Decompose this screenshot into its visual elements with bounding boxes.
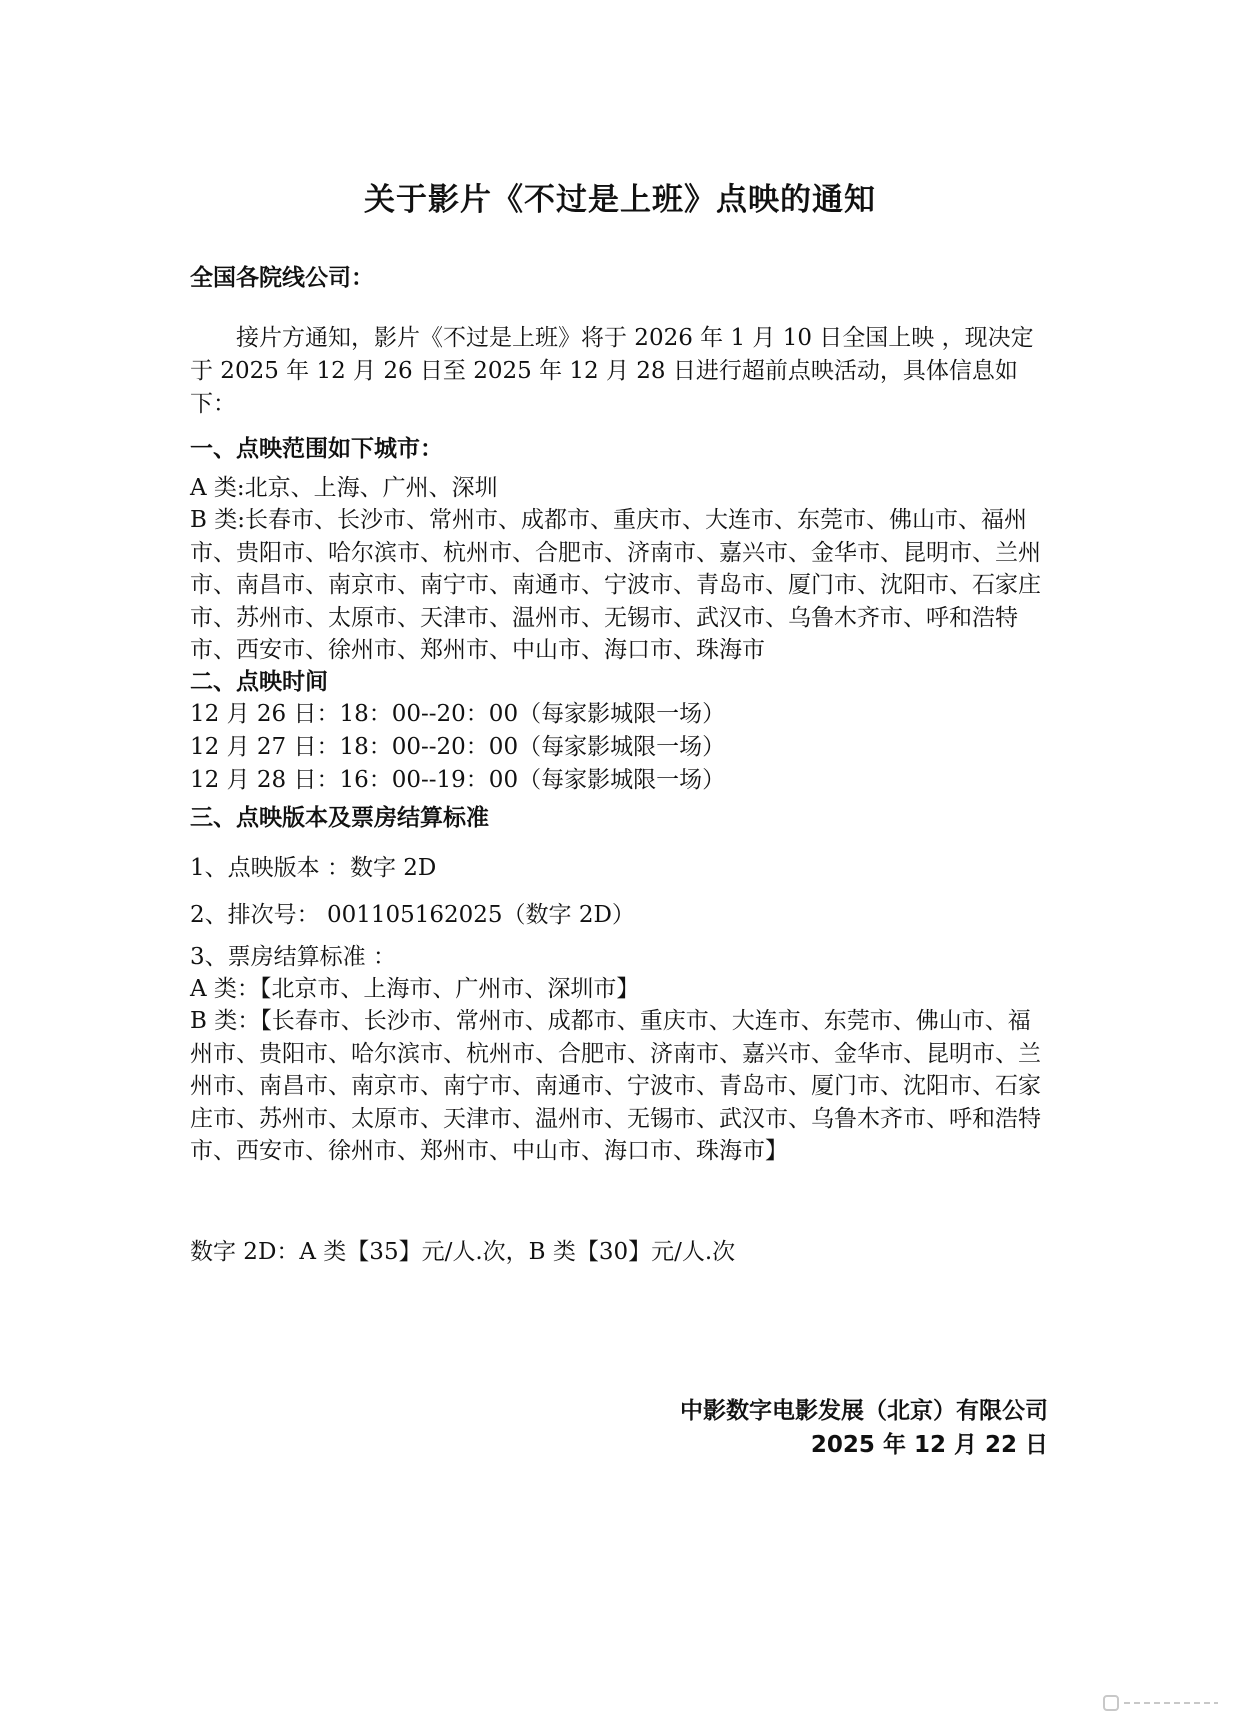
- section1-class-b: B 类:长春市、长沙市、常州市、成都市、重庆市、大连市、东莞市、佛山市、福州市、贵阳市、哈尔滨市、杭州市、合肥市、济南市、嘉兴市、金华市、昆明市、兰州市、南昌市、南京市、南宁市、南通市、宁波市、青岛市、厦门市、沈阳市、石家庄市、苏州市、太原市、天津市、温州市、无锡市、武汉市、乌鲁木齐市、呼和浩特市、西安市、徐州市、郑州市、中山市、海口市、珠海市: [190, 507, 1041, 663]
- screening-version: 1、点映版本 ：数字 2D: [190, 855, 437, 881]
- section1-class-a: A 类:北京、上海、广州、深圳: [190, 475, 498, 501]
- section2-heading: 二、点映时间: [190, 669, 328, 695]
- intro-paragraph: 接片方通知，影片《不过是上班》将于 2026 年 1 月 10 日全国上映 ，现决定于 2025 年 12 月 26 日至 2025 年 12 月 28 日进行超前点映活动，具体信息如下：: [190, 325, 1034, 417]
- price-line: 数字 2D：A 类【35】元/人.次，B 类【30】元/人.次: [190, 1239, 736, 1265]
- signature-company: 中影数字电影发展（北京）有限公司: [680, 1398, 1048, 1424]
- section1-heading: 一、点映范围如下城市：: [190, 436, 443, 462]
- serial-number: 2、排次号： 001105162025（数字 2D）: [190, 902, 635, 928]
- settlement-class-b: B 类：【长春市、长沙市、常州市、成都市、重庆市、大连市、东莞市、佛山市、福州市、贵阳市、哈尔滨市、杭州市、合肥市、济南市、嘉兴市、金华市、昆明市、兰州市、南昌市、南京市、南宁市、南通市、宁波市、青岛市、厦门市、沈阳市、石家庄市、苏州市、太原市、天津市、温州市、无锡市、武汉市、乌鲁木齐市、呼和浩特市、西安市、徐州市、郑州市、中山市、海口市、珠海市】: [190, 1008, 1041, 1164]
- section3-heading: 三、点映版本及票房结算标准: [190, 805, 489, 831]
- signature-date: 2025 年 12 月 22 日: [810, 1432, 1048, 1458]
- settlement-class-a: A 类：【北京市、上海市、广州市、深圳市】: [190, 976, 640, 1002]
- salutation: 全国各院线公司：: [190, 265, 374, 291]
- time-item: 12 月 28 日：16：00--19：00（每家影城限一场）: [190, 767, 726, 793]
- section2-times: [190, 698, 1050, 797]
- time-item: 12 月 27 日：18：00--20：00（每家影城限一场）: [190, 734, 726, 760]
- settlement-standard-label: 3、票房结算标准 ：: [190, 944, 396, 970]
- weibo-watermark-icon: [1102, 1691, 1222, 1715]
- time-item: 12 月 26 日：18：00--20：00（每家影城限一场）: [190, 701, 726, 727]
- page-title: 关于影片《不过是上班》点映的通知: [364, 182, 876, 218]
